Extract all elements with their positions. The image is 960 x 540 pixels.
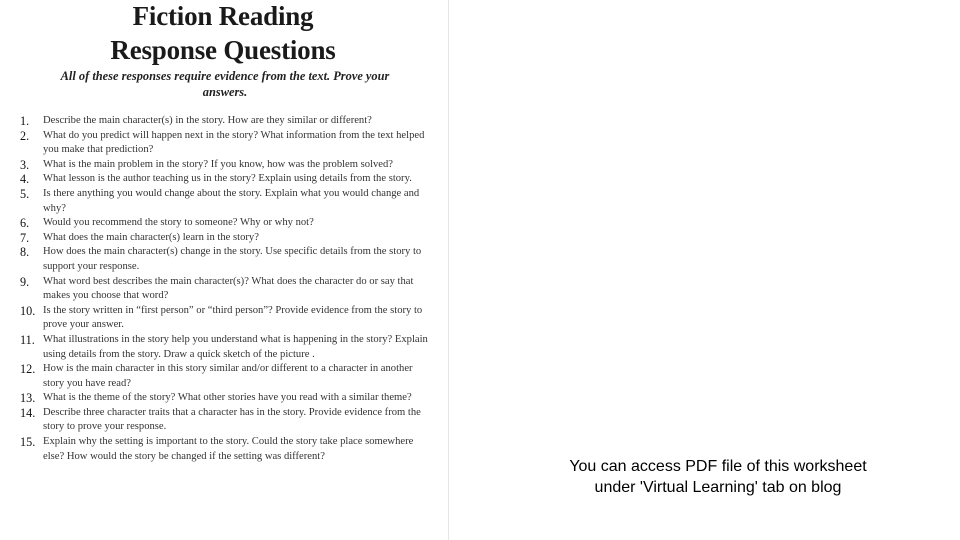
question-number: 3. <box>20 157 30 172</box>
question-text: Describe three character traits that a character has in the story. Provide evidence from the story to prove your response. <box>43 406 421 433</box>
question-number: 6. <box>20 216 30 231</box>
question-text: What lesson is the author teaching us in the story? Explain using details from the story. <box>43 173 412 185</box>
question-item <box>0 114 448 129</box>
question-item <box>0 216 448 231</box>
question-number: 4. <box>20 172 30 187</box>
question-item <box>0 231 448 246</box>
instructions-line1: All of these responses require evidence from the text. Prove your <box>60 69 390 83</box>
question-text: Would you recommend the story to someone? Why or why not? <box>43 217 314 229</box>
question-item <box>0 245 448 274</box>
instructions-line2: answers. <box>202 85 248 99</box>
question-list <box>0 114 448 464</box>
question-number: 9. <box>20 274 30 289</box>
question-text: Is the story written in “first person” or “third person”? Provide evidence from the story to prove your answer. <box>43 304 423 331</box>
question-text: What does the main character(s) learn in the story? <box>43 231 259 243</box>
question-item <box>0 304 448 333</box>
worksheet-instructions <box>25 68 425 100</box>
question-text: Describe the main character(s) in the story. How are they similar or different? <box>43 115 372 126</box>
question-text: What illustrations in the story help you understand what is happening in the story? Explain using details from the story. Draw a quick sketch of the picture . <box>43 333 428 360</box>
pdf-access-note: You can access PDF file of this worksheet under 'Virtual Learning' tab on blog <box>569 458 867 496</box>
question-number: 15. <box>20 435 36 450</box>
question-text: How is the main character in this story similar and/or different to a character in another story you have read? <box>43 363 413 389</box>
question-number: 14. <box>20 405 36 420</box>
question-item <box>0 158 448 173</box>
question-number: 7. <box>20 230 30 245</box>
question-text: What is the theme of the story? What other stories have you read with a similar theme? <box>43 392 412 404</box>
question-item <box>0 129 448 158</box>
question-item <box>0 362 448 391</box>
question-item <box>0 406 448 435</box>
question-text: How does the main character(s) change in the story. Use specific details from the story to support your response. <box>43 246 422 272</box>
question-text: Is there anything you would change about the story. Explain what you would change and why? <box>43 187 420 214</box>
question-number: 2. <box>20 128 30 143</box>
worksheet-image <box>0 0 449 540</box>
question-number: 10. <box>20 303 36 318</box>
question-item <box>0 275 448 304</box>
question-number: 1. <box>20 114 30 128</box>
question-item <box>0 435 448 464</box>
question-item <box>0 391 448 406</box>
worksheet-title-line2: Response Questions <box>110 35 336 65</box>
question-text: What is the main problem in the story? If you know, how was the problem solved? <box>43 158 394 170</box>
question-number: 13. <box>20 391 36 406</box>
question-text: What word best describes the main character(s)? What does the character do or say that makes you choose that word? <box>43 275 414 302</box>
question-number: 12. <box>20 362 36 377</box>
question-number: 5. <box>20 186 30 201</box>
question-number: 11. <box>20 332 35 347</box>
question-number: 8. <box>20 245 30 260</box>
question-text: Explain why the setting is important to the story. Could the story take place somewhere else? How would the story be changed if the setting was different? <box>43 436 414 462</box>
question-item <box>0 172 448 187</box>
question-item <box>0 333 448 362</box>
question-text: What do you predict will happen next in the story? What information from the text helped you make that prediction? <box>43 129 425 156</box>
worksheet-title-line1: Fiction Reading <box>132 1 314 31</box>
question-item <box>0 187 448 216</box>
